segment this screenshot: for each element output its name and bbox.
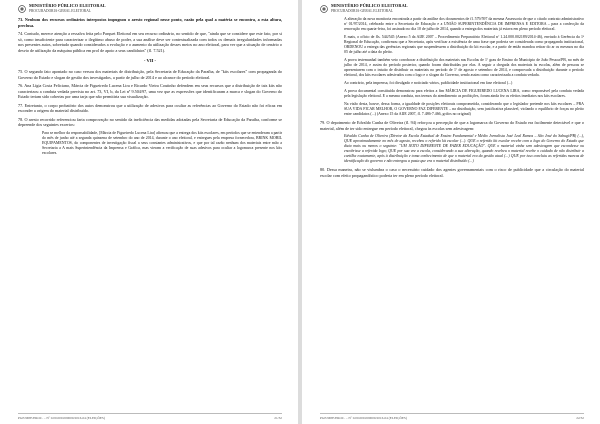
page-right: [302, 0, 600, 424]
page-footer: [320, 413, 584, 420]
coat-of-arms-icon: [320, 5, 328, 13]
quote-paragraph: A alteração da nova monitoria encontrada a partir da análise dos documentos de fl. 579/597 da mesma Assessoria de que o citado contrato administrativo nº 01/97/2014, celebrado entre a Secretaria de Educação e a UNIÃO SUPERINTENDÊNCIA DE IMPRENSA E EDITORA – para a confecção da renovação em quarta-feira, foi assinado no dia 10 de julho de 2014, quando a entrega dos materiais já estava em pleno período eleitoral.: [344, 17, 584, 31]
quote-paragraph: E mais, o ofício de fls. 544/545 (Anexo 5 da AIJE 2007 – Procedimento Preparatório Eleitoral nº 1.24.000.002189/2014-46), enviado à Gerência da 1ª Regional de Educação, confirmou que a Secretaria, após verificar a existência de uma frase que poderia ser considerada como propaganda institucional, ORDENOU a entrega das gerências regionais que suspendessem a distribuição do kit escolar, e a partir de então mandou retirar do ar os mesmos no dia 05 de julho até a data do pleito.: [344, 35, 584, 54]
quote-paragraph: Ao contrário, pela imprensa, foi divulgado e noticiado vários, publicidade institucional em fase eleitoral (...): [344, 81, 513, 85]
block-quote: Para se melhor da responsabilidade, [Márcia de Figueiredo Lucena Lira] afirmou que a entrega dos kits escolares, em períodos que se entenderam a partir do mês de junho até a segunda quinzena de setembro do ano de 2014, durante o ano eleitoral, e entregues pela empresa fornecedora, BRINK MOBIL EQUIPAMENTOS, do componentes de investigação fiscal a seus constantes administrativos, e que por tal razão nenhum dos materiais entre mão a Secretaria a A mais Superintendência da Imprensa e Gráfica, mas vieram a verificação de suas adesivos para ocultar a logomarca presente nos kits escolares.: [42, 130, 282, 155]
quote-paragraph: A prova testemunhal também veio corroborar a distribuição dos materiais nas Escolas de 1º grau de Ensino do Município de João Pessoa/PB, no mês de julho de 2014, e assim do período posterior, quando foram distribuídas por elas. A seguir a chegada dos materiais às escolas, além de pessoas se apresentarem com o intuito de distribuir os materiais no período de 1º de agosto e setembro de 2014, e comprovada a distribuição durante o período eleitoral, dos kits escolares adesivados com o logo e o slogan do Governo, sendo assim como caracterizada a conduta vedada.: [344, 58, 584, 77]
quote-paragraph: Na visão desta, houve, dessa forma, a igualdade de posições eleitorais comprometida, considerando que o legislador pretende nos kits escolares – PRA SUA VIDA FICAR MELHOR, O GOVERNO FAZ DIFERENTE – na distribuição, sem justificativa plausível, violando o equilíbrio de forças no pleito entre candidatos (...) (Anexo 15 da AIJE 2007, fl. 7.486-7.466, grifos no original): [344, 102, 584, 116]
testimony-quote: Edvaldo Cunha de Oliveira (Diretor da Escola Estadual de Ensino Fundamental e Médio Jornalista José Leal Ramos – São José do Sabugi/PB) (...), QUE aproximadamente no mês de agosto, recebeu o referido kit escolar (...). QUE o referido kit escolar recebe com a logo do Governo do Estado que dizia mais ou menos o seguinte: "UM JEITO DIFERENTE DE FAZER EDUCAÇÃO". QUE o material vinha sem adesivagem que escondesse ou encobrisse a referida logo; QUE por sua vez a escola, considerando a sua alteração, quando recebeu o material recebe o cuidado de não distribuir a cartilha exatamente, após à distribuição e toma conhecimento de que o material era da gestão atual (...) QUE por isso concluiu as referidas marcas de identificação do governo e não entregou a pasta que era o material distribuído (...): [344, 134, 584, 163]
office-name: PROCURADORIA-GERAL ELEITORAL: [29, 8, 91, 13]
paragraph-79: 79. O depoimento de Edvaldo Cunha de Oliveira (fl. 94) reforçou a percepção de que a logomarca do Governo do Estado era facilmente detectável e que o material, além de ter sido entregue em período eleitoral, chegou às escolas sem adesivagem:: [320, 120, 584, 131]
page-header: [18, 4, 282, 14]
organization-name: MINISTÉRIO PÚBLICO ELEITORAL: [29, 3, 106, 8]
page-number: 21/32: [274, 416, 282, 420]
office-name: PROCURADORIA-GERAL ELEITORAL: [331, 8, 393, 13]
page-left: [0, 0, 298, 424]
paragraph-73: 73. Nenhum dos recursos ordinários interpostos impugnou o aresto regional nesse ponto, razão pela qual a matéria se encontra, a esta altura, preclusa.: [18, 17, 282, 28]
page-header: [320, 4, 584, 14]
paragraph-77: 77. Entretanto, o corpo probatório dos autos demonstrou que a utilização de adesivos para ocultar as referências ao Governo do Estado não foi eficaz em esconder a origem do material distribuído.: [18, 102, 282, 113]
coat-of-arms-icon: [18, 5, 26, 13]
page-footer: [18, 413, 282, 420]
quote-paragraph: A prova documental constituída demonstrou para efeitos a fim MÁRCIA DE FIGUEIREDO LUCENA LIRA, como responsável pela conduta vedada pela legislação eleitoral. E a mesma conduta, nos termos do atendimento as proibições, foram ainda fez os efeitos imediatos nos kits escolares.: [344, 89, 584, 98]
footer-doc-ref: PGE/MPE/PROC. – Nº 0.00.000.000000/2016-04 (ELEIÇÕES): [320, 416, 407, 420]
footer-doc-ref: PGE/MPE/PROC. – Nº 0.00.000.000000/2016-04 (ELEIÇÕES): [18, 416, 105, 420]
paragraph-75: 75. O segundo fato apontado no caso versou dos materiais de distribuição, pela Secretaria de Educação da Paraíba, de "kits escolares" com propaganda do Governo do Estado e slogan de gestão dos investigados, a partir de julho de 2014 e ao alcance do período eleitoral.: [18, 69, 282, 80]
page-number: 22/32: [576, 416, 584, 420]
paragraph-76: 76. Ana Lígia Costa Feliciano, Márcia de Figueiredo Lucena Lira e Ricardo Vieira Coutinho defendem em seus recursos que a distribuição de tais kits não caracterizou a conduta vedada prevista no art. 73, VI, b, da Lei nº 9.504/97, uma vez que as expressões que identificaram a marca e slogan do Governo do Estado teriam sido cobertas por uma tarja que não permitiria sua visualização.: [18, 83, 282, 99]
organization-name: MINISTÉRIO PÚBLICO ELEITORAL: [331, 3, 408, 8]
paragraph-78: 78. O aresto recorrido referenciou farta comprovação no sentido da ineficiência das medidas adotadas pela Secretaria de Educação da Paraíba, conforme se depreende dos seguintes excertos:: [18, 116, 282, 127]
paragraph-80: 80. Dessa maneira, não se vislumbra o caso o necessário cuidado dos agentes governamentais com o risco de publicidade que a circulação do material escolar com efeito propagandístico poderia ter em pleno período eleitoral.: [320, 167, 584, 178]
paragraph-74: 74. Contudo, merece atenção a ressalva feita pelo Parquet Eleitoral em seu recurso ordinário, no sentido de que, "ainda que se considere que este fato, por si só, como insuficiente para caracterizar o ilegítimo abuso de poder, a sua análise deve ser contextualizada com todos os demais irregularidades informadas nos presentes autos, sobretudo quando considerados a evolução e o aumento da utilização desses meios no ano eleitoral, para ver que a situação de cenário o desvio de utilização da máquina pública em prol de apoio a seus candidatos" (fl. 7.521).: [18, 31, 282, 53]
section-heading: - VII -: [143, 58, 157, 63]
